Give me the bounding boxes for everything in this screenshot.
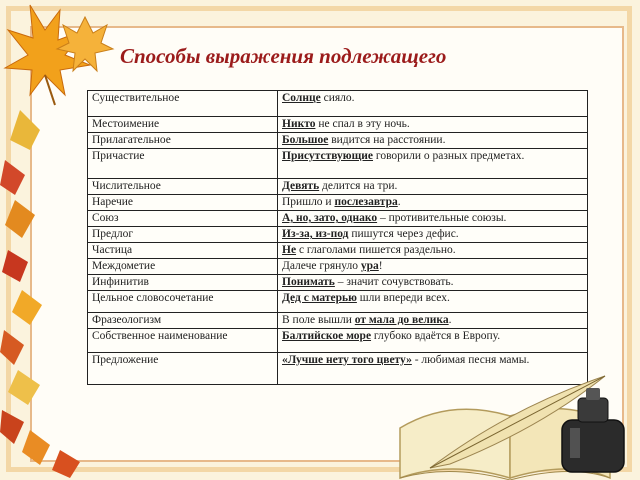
table-row	[88, 195, 588, 211]
subject-type-cell: Инфинитив	[88, 275, 278, 291]
autumn-leaf-top	[55, 15, 115, 75]
subject-highlight: от мала до велика	[354, 314, 449, 326]
subject-type-cell: Частица	[88, 243, 278, 259]
table-row	[88, 291, 588, 313]
subject-type-cell: Существительное	[88, 91, 278, 117]
example-text: с глаголами пишется раздельно.	[296, 244, 456, 256]
subject-highlight: «Лучше нету того цвету»	[282, 354, 412, 366]
table-row	[88, 313, 588, 329]
example-text: – значит сочувствовать.	[334, 276, 454, 288]
subject-highlight: Никто	[282, 118, 316, 130]
example-text: - любимая песня мамы.	[411, 354, 530, 366]
table-row	[88, 133, 588, 149]
subject-type-cell: Наречие	[88, 195, 278, 211]
example-cell	[278, 195, 588, 211]
subject-highlight: Дед с матерью	[282, 292, 357, 304]
subject-highlight: ура	[360, 260, 379, 272]
table-body	[88, 91, 588, 385]
example-text: .	[448, 314, 452, 326]
example-text: .	[397, 196, 401, 208]
subject-highlight: послезавтра	[334, 196, 398, 208]
table-row	[88, 275, 588, 291]
example-text: пишутся через дефис.	[348, 228, 459, 240]
example-cell	[278, 275, 588, 291]
table-row	[88, 227, 588, 243]
example-text: видится на расстоянии.	[328, 134, 446, 146]
subject-type-cell: Местоимение	[88, 117, 278, 133]
example-text: говорили о разных предметах.	[373, 150, 525, 162]
subject-type-cell: Собственное наименование	[88, 329, 278, 353]
subject-highlight: Присутствующие	[282, 150, 374, 162]
example-cell	[278, 291, 588, 313]
subject-type-cell: Причастие	[88, 149, 278, 179]
subject-type-cell: Предлог	[88, 227, 278, 243]
example-cell	[278, 117, 588, 133]
table-row	[88, 179, 588, 195]
subject-type-cell: Прилагательное	[88, 133, 278, 149]
table-row	[88, 259, 588, 275]
subject-highlight: Понимать	[282, 276, 335, 288]
example-cell	[278, 329, 588, 353]
example-text: глубоко вдаётся в Европу.	[371, 330, 501, 342]
subject-type-cell: Союз	[88, 211, 278, 227]
table-row	[88, 211, 588, 227]
subject-highlight: Девять	[282, 180, 320, 192]
example-text: делится на три.	[319, 180, 398, 192]
table-row	[88, 329, 588, 353]
subject-table	[87, 90, 588, 385]
table-row	[88, 243, 588, 259]
table-row	[88, 91, 588, 117]
example-text: не спал в эту ночь.	[315, 118, 410, 130]
subject-type-cell: Числительное	[88, 179, 278, 195]
subject-type-cell: Междометие	[88, 259, 278, 275]
subject-highlight: А, но, зато, однако	[282, 212, 378, 224]
example-cell	[278, 259, 588, 275]
example-cell	[278, 313, 588, 329]
subject-highlight: Большое	[282, 134, 329, 146]
example-cell	[278, 243, 588, 259]
example-text: Пришло и	[282, 196, 335, 208]
table-row	[88, 117, 588, 133]
subject-highlight: Не	[282, 244, 297, 256]
example-text: шли впереди всех.	[356, 292, 450, 304]
subject-highlight: Солнце	[282, 92, 321, 104]
page-title: Способы выражения подлежащего	[120, 44, 447, 68]
example-text: В поле вышли	[282, 314, 355, 326]
example-text: Далече грянуло	[282, 260, 361, 272]
subject-highlight: Балтийское море	[282, 330, 372, 342]
subject-type-cell: Предложение	[88, 353, 278, 385]
subject-highlight: Из-за, из-под	[282, 228, 349, 240]
example-cell	[278, 211, 588, 227]
subject-type-cell: Фразеологизм	[88, 313, 278, 329]
book-quill-ink	[390, 368, 640, 480]
example-cell	[278, 149, 588, 179]
table-row	[88, 149, 588, 179]
example-cell	[278, 179, 588, 195]
example-text: – противительные союзы.	[377, 212, 507, 224]
example-cell	[278, 133, 588, 149]
example-cell	[278, 227, 588, 243]
subject-type-cell: Цельное словосочетание	[88, 291, 278, 313]
example-cell	[278, 91, 588, 117]
example-text: !	[378, 260, 383, 272]
example-text: сияло.	[320, 92, 355, 104]
